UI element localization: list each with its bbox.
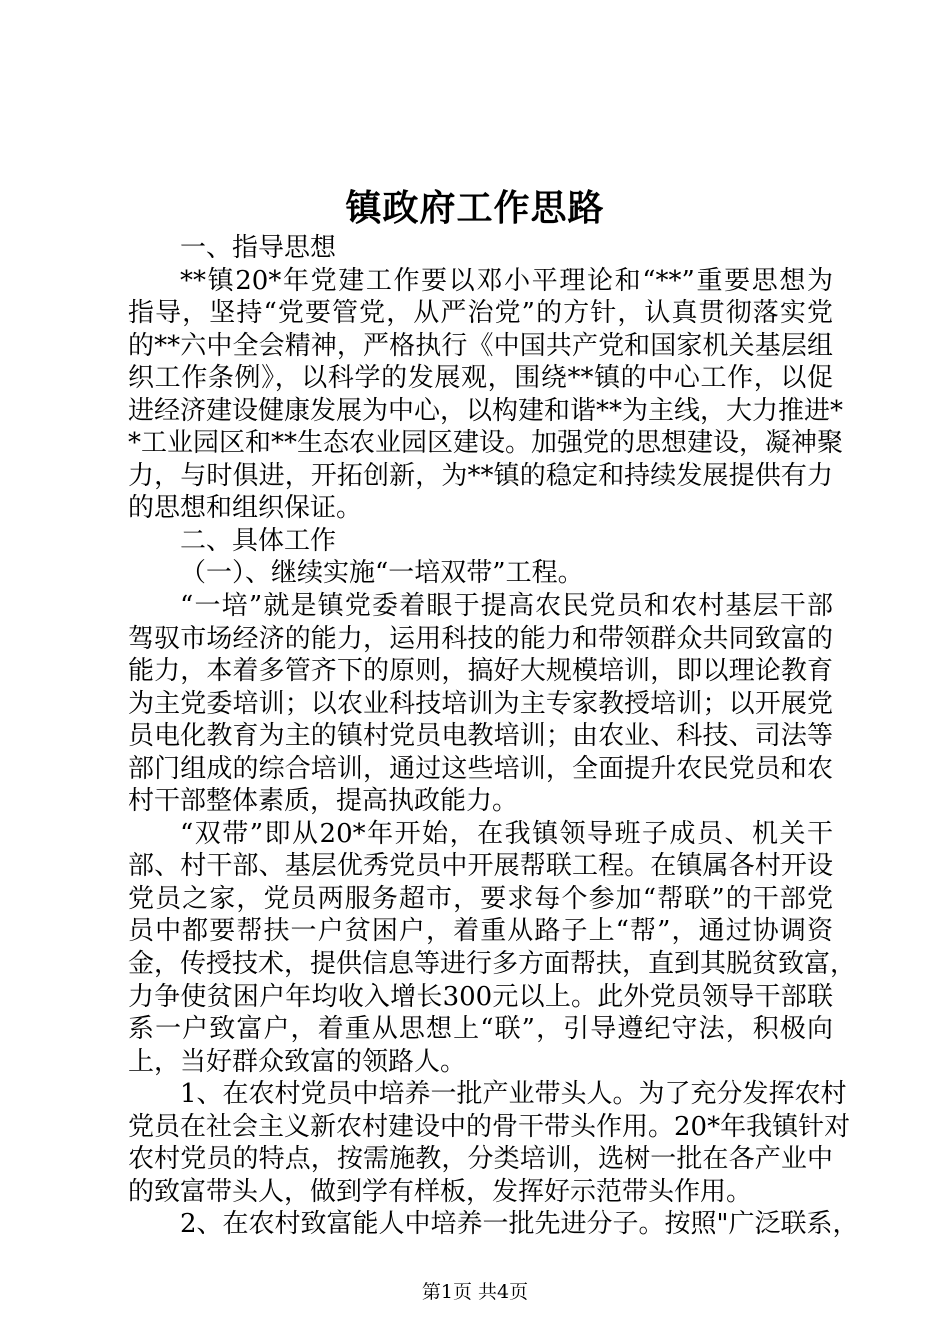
paragraph-line: 的致富带头人，做到学有样板，发挥好示范带头作用。: [128, 1176, 753, 1207]
paragraph-line: 上，当好群众致富的领路人。: [128, 1046, 467, 1077]
document-body: [128, 232, 859, 1241]
paragraph-line: 部门组成的综合培训，通过这些培训，全面提升农民党员和农: [128, 753, 833, 784]
paragraph-line: 2、在农村致富能人中培养一批先进分子。按照"广泛联系，: [180, 1209, 859, 1240]
document-title: 镇政府工作思路: [345, 187, 605, 229]
page-number-footer: 第1页 共4页: [421, 1281, 529, 1303]
paragraph-line: 员中都要帮扶一户贫困户，着重从路子上“帮”，通过协调资: [128, 916, 833, 947]
paragraph-line: 驾驭市场经济的能力，运用科技的能力和带领群众共同致富的: [128, 623, 833, 654]
paragraph-line: **镇20*年党建工作要以邓小平理论和“**”重要思想为: [180, 265, 833, 296]
paragraph-line: *工业园区和**生态农业园区建设。加强党的思想建设，凝神聚: [128, 428, 844, 459]
paragraph-line: 村干部整体素质，提高执政能力。: [128, 786, 519, 817]
paragraph-line: 力争使贫困户年均收入增长300元以上。此外党员领导干部联: [128, 981, 833, 1012]
paragraph-line: 为主党委培训；以农业科技培训为主专家教授培训；以开展党: [128, 688, 833, 719]
paragraph-line: 织工作条例》，以科学的发展观，围绕**镇的中心工作，以促: [128, 363, 833, 394]
paragraph-line: “一培”就是镇党委着眼于提高农民党员和农村基层干部: [180, 591, 833, 622]
subsection-heading: （一）、继续实施“一培双带”工程。: [180, 558, 584, 589]
paragraph-line: 的思想和组织保证。: [128, 493, 363, 524]
paragraph-line: 党员之家，党员两服务超市，要求每个参加“帮联”的干部党: [128, 883, 833, 914]
paragraph-line: 1、在农村党员中培养一批产业带头人。为了充分发挥农村: [180, 1079, 847, 1110]
paragraph-line: 指导，坚持“党要管党，从严治党”的方针，认真贯彻落实党: [128, 298, 833, 329]
paragraph-line: 能力，本着多管齐下的原则，搞好大规模培训，即以理论教育: [128, 656, 833, 687]
paragraph-line: 农村党员的特点，按需施教，分类培训，选树一批在各产业中: [128, 1144, 833, 1175]
paragraph-line: “双带”即从20*年开始，在我镇领导班子成员、机关干: [180, 818, 833, 849]
section-heading: 一、指导思想: [180, 233, 337, 263]
paragraph-line: 员电化教育为主的镇村党员电教培训；由农业、科技、司法等: [128, 721, 833, 752]
paragraph-line: 力，与时俱进，开拓创新，为**镇的稳定和持续发展提供有力: [128, 460, 833, 491]
paragraph-line: 的**六中全会精神，严格执行《中国共产党和国家机关基层组: [128, 330, 833, 361]
paragraph-line: 部、村干部、基层优秀党员中开展帮联工程。在镇属各村开设: [128, 851, 833, 882]
paragraph-line: 金，传授技术，提供信息等进行多方面帮扶，直到其脱贫致富，: [128, 949, 857, 980]
paragraph-line: 党员在社会主义新农村建设中的骨干带头作用。20*年我镇针对: [128, 1111, 851, 1142]
paragraph-line: 进经济建设健康发展为中心，以构建和谐**为主线，大力推进*: [128, 395, 844, 426]
section-heading: 二、具体工作: [180, 525, 337, 556]
paragraph-line: 系一户致富户，着重从思想上“联”，引导遵纪守法，积极向: [128, 1014, 833, 1045]
